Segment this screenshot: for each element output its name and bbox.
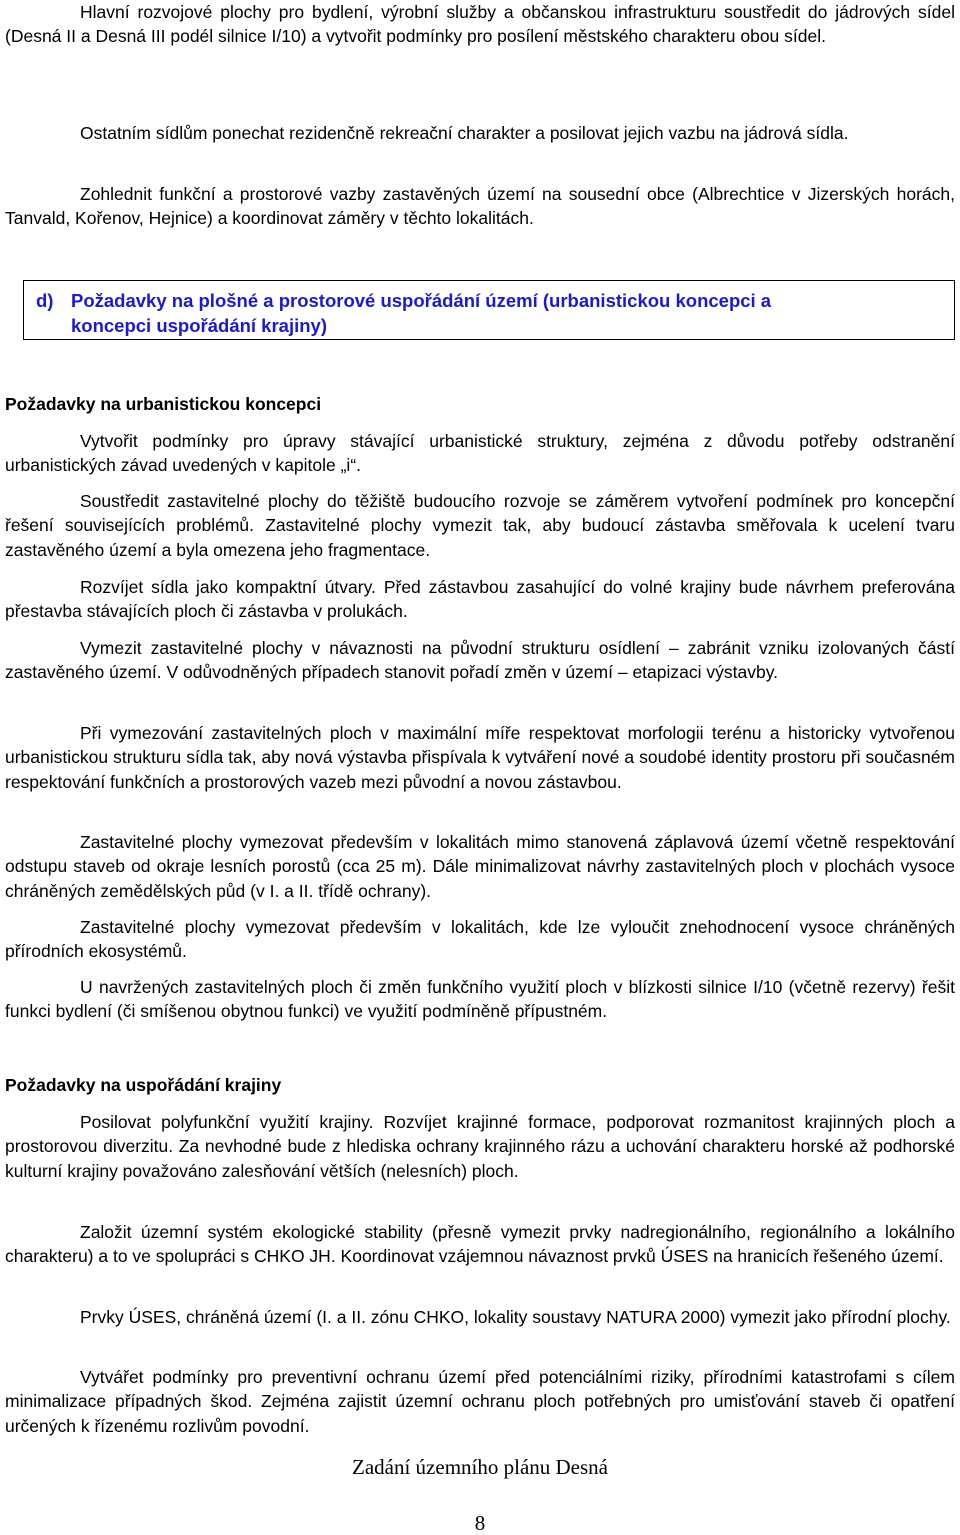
urban-paragraph-8: U navržených zastavitelných ploch či změn funkčního využití ploch v blízkosti silnice I/10 (včetně rezervy) řešit funkci bydlení (či smíšenou obytnou funkci) ve využití podmíněně přípustném. (5, 977, 955, 1022)
section-title-line1: Požadavky na plošné a prostorové uspořádání území (urbanistickou koncepci a (71, 290, 772, 311)
urban-paragraph-7: Zastavitelné plochy vymezovat především v lokalitách, kde lze vyloučit znehodnocení vysoce chráněných přírodních ekosystémů. (5, 917, 955, 962)
landscape-heading: Požadavky na uspořádání krajiny (5, 1075, 282, 1095)
urban-paragraph-5: Při vymezování zastavitelných ploch v maximální míře respektovat morfologii terénu a historicky vytvořenou urbanistickou strukturu sídla tak, aby nová výstavba přispívala k vytváření nové a soudobé identity prostoru při současném respektování funkčních a prostorových vazeb mezi původní a novou zástavbou. (5, 723, 955, 792)
intro-paragraph-2: Ostatním sídlům ponechat rezidenčně rekreační charakter a posilovat jejich vazbu na jádrová sídla. (80, 123, 849, 143)
landscape-paragraph-1: Posilovat polyfunkční využití krajiny. Rozvíjet krajinné formace, podporovat rozmanitost krajinných ploch a prostorovou diverzitu. Za nevhodné bude z hlediska ochrany krajinného rázu a uchování charakteru horské až podhorské kulturní krajiny považováno zalesňování větších (nelesních) ploch. (5, 1112, 955, 1181)
urban-concept-heading: Požadavky na urbanistickou koncepci (5, 394, 322, 414)
urban-paragraph-3: Rozvíjet sídla jako kompaktní útvary. Před zástavbou zasahující do volné krajiny bude návrhem preferována přestavba stávajících ploch či zástavba v prolukách. (5, 577, 955, 622)
urban-paragraph-6: Zastavitelné plochy vymezovat především v lokalitách mimo stanovená záplavová území včetně respektování odstupu staveb od okraje lesních porostů (cca 25 m). Dále minimalizovat návrhy zastavitelných ploch v plochách vysoce chráněných zemědělských půd (v I. a II. třídě ochrany). (5, 832, 955, 901)
landscape-paragraph-2: Založit územní systém ekologické stability (přesně vymezit prvky nadregionálního, regionálního a lokálního charakteru) a to ve spolupráci s CHKO JH. Koordinovat vzájemnou návaznost prvků ÚSES na hranicích řešeného území. (5, 1222, 955, 1267)
urban-paragraph-1: Vytvořit podmínky pro úpravy stávající urbanistické struktury, zejména z důvodu potřeby odstranění urbanistických závad uvedených v kapitole „i“. (5, 431, 955, 476)
page-number: 8 (474, 1511, 486, 1535)
section-heading (36, 288, 952, 338)
footer-document-title: Zadání územního plánu Desná (352, 1455, 608, 1479)
landscape-paragraph-4: Vytvářet podmínky pro preventivní ochranu území před potenciálními riziky, přírodními katastrofami s cílem minimalizace případných škod. Zejména zajistit územní ochranu ploch potřebných pro umisťování staveb či opatření určených k řízenému rozlivům povodní. (5, 1367, 955, 1436)
section-letter: d) (36, 290, 54, 311)
intro-paragraph-1: Hlavní rozvojové plochy pro bydlení, výrobní služby a občanskou infrastrukturu soustředit do jádrových sídel (Desná II a Desná III podél silnice I/10) a vytvořit podmínky pro posílení městského charakteru obou sídel. (5, 2, 955, 47)
landscape-paragraph-3: Prvky ÚSES, chráněná území (I. a II. zónu CHKO, lokality soustavy NATURA 2000) vymezit jako přírodní plochy. (80, 1307, 951, 1327)
intro-paragraph-3: Zohlednit funkční a prostorové vazby zastavěných území na sousední obce (Albrechtice v Jizerských horách, Tanvald, Kořenov, Hejnice) a koordinovat záměry v těchto lokalitách. (5, 184, 955, 229)
section-title-line2: koncepci uspořádání krajiny) (71, 315, 327, 336)
urban-paragraph-2: Soustředit zastavitelné plochy do těžiště budoucího rozvoje se záměrem vytvoření podmínek pro koncepční řešení souvisejících problémů. Zastavitelné plochy vymezit tak, aby budoucí zástavba směřovala k ucelení tvaru zastavěného území a byla omezena jeho fragmentace. (5, 491, 955, 560)
urban-paragraph-4: Vymezit zastavitelné plochy v návaznosti na původní strukturu osídlení – zabránit vzniku izolovaných částí zastavěného území. V odůvodněných případech stanovit pořadí změn v území – etapizaci výstavby. (5, 638, 955, 683)
